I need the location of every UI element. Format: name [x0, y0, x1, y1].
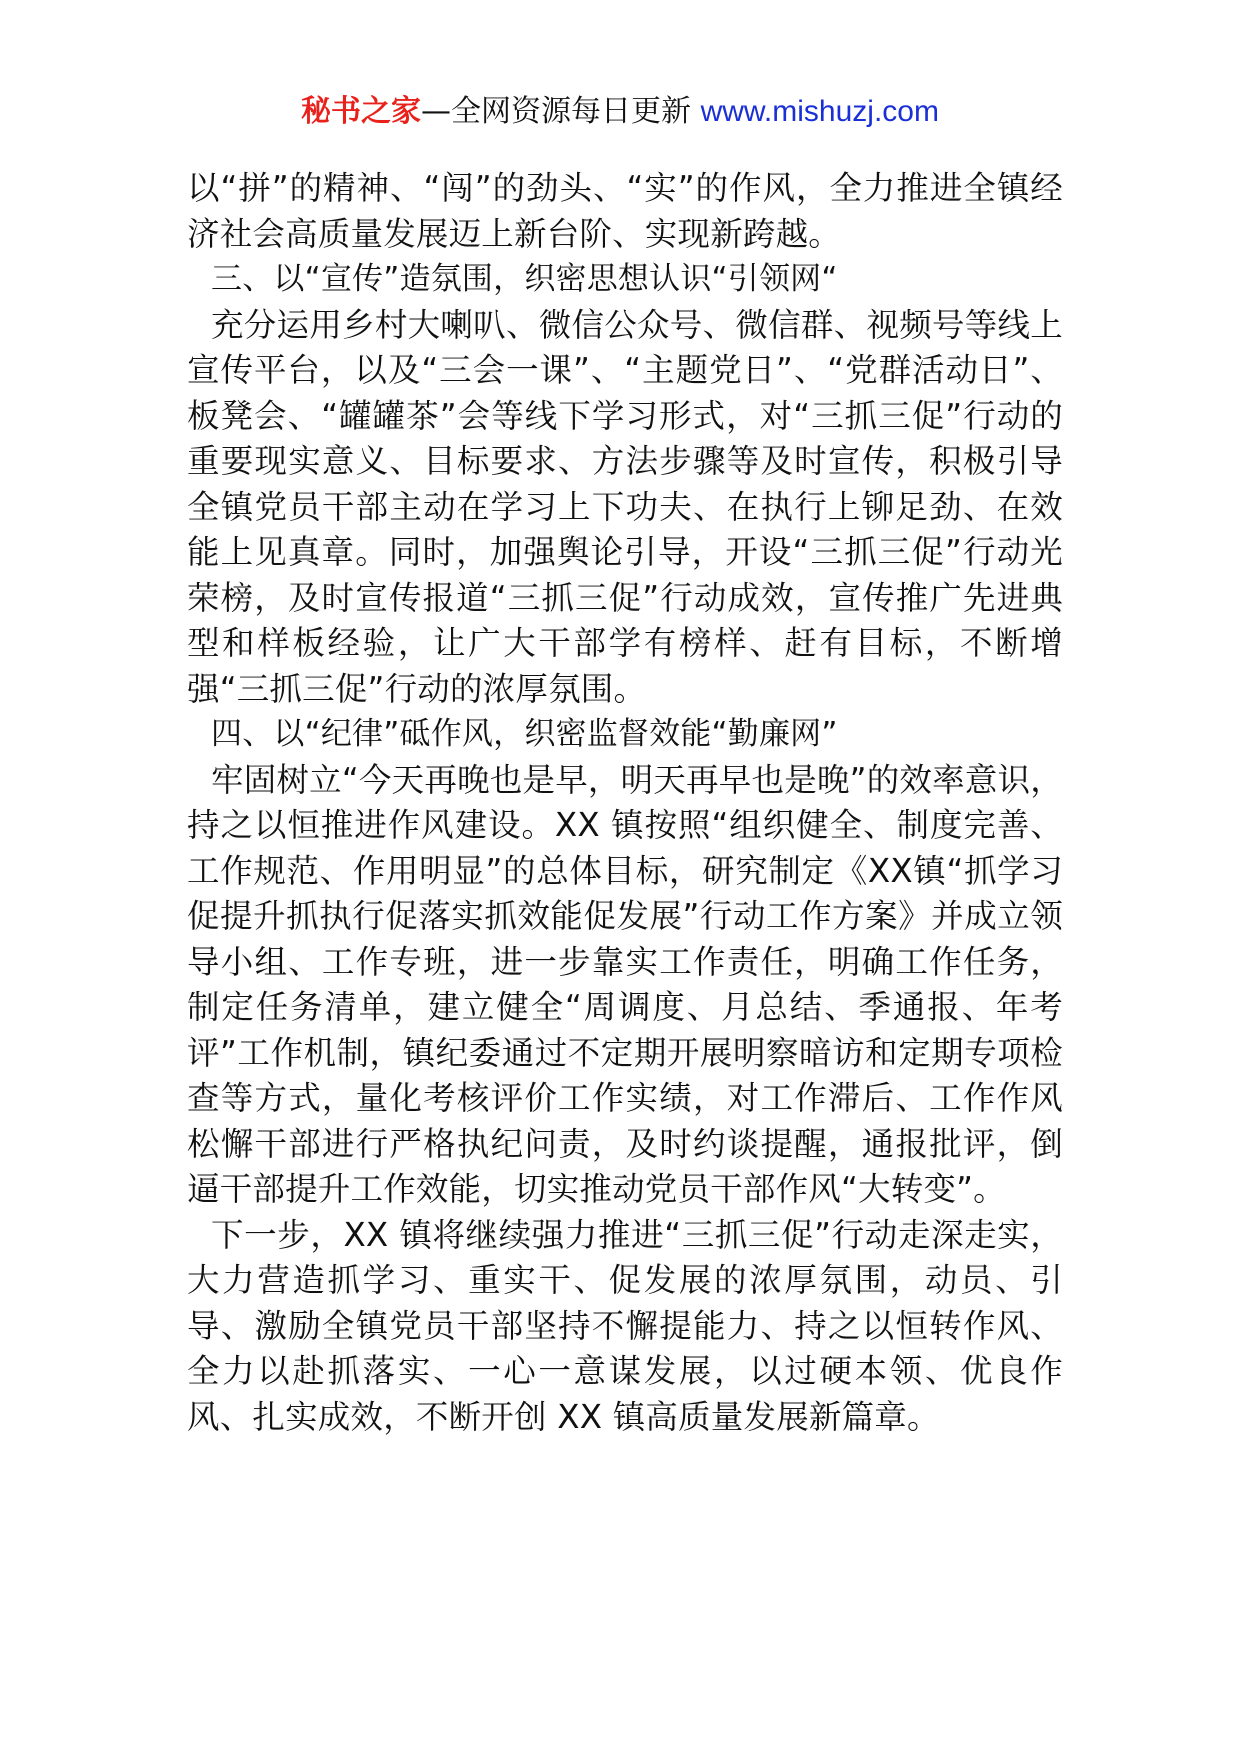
site-tagline: —全网资源每日更新 — [421, 94, 701, 129]
site-url[interactable]: www.mishuzj.com — [700, 95, 939, 128]
paragraph-discipline: 牢固树立“今天再晚也是早，明天再早也是晚”的效率意识，持之以恒推进作风建设。XX 镇按照“组织健全、制度完善、工作规范、作用明显”的总体目标，研究制定《XX镇“抓学习促提升抓执行促落实抓效能促发展”行动工作方案》并成立领导小组、工作专班，进一步靠实工作责任，明确工作任务，制定任务清单，建立健全“周调度、月总结、季通报、年考评”工作机制，镇纪委通过不定期开展明察暗访和定期专项检查等方式，量化考核评价工作实绩，对工作滞后、工作作风松懈干部进行严格执纪问责，及时约谈提醒，通报批评，倒逼干部提升工作效能，切实推动党员干部作风“大转变”。 — [187, 760, 1063, 1208]
paragraph-next-step: 下一步，XX 镇将继续强力推进“三抓三促”行动走深走实，大力营造抓学习、重实干、促发展的浓厚氛围，动员、引导、激励全镇党员干部坚持不懈提能力、持之以恒转作风、全力以赴抓落实、一心一意谋发展，以过硬本领、优良作风、扎实成效，不断开创 XX 镇高质量发展新篇章。 — [187, 1215, 1063, 1436]
section-heading-4: 四、以“纪律”砥作风，织密监督效能“勤廉网” — [211, 716, 838, 752]
section-heading-3: 三、以“宣传”造氛围，织密思想认识“引领网“ — [211, 261, 838, 297]
site-brand: 秘书之家 — [301, 94, 422, 129]
page-header — [0, 92, 1240, 132]
paragraph-continuation: 以“拼”的精神、“闯”的劲头、“实”的作风，全力推进全镇经济社会高质量发展迈上新台阶、实现新跨越。 — [187, 169, 1063, 253]
paragraph-publicity: 充分运用乡村大喇叭、微信公众号、微信群、视频号等线上宣传平台，以及“三会一课”、“主题党日”、“党群活动日”、板凳会、“罐罐茶”会等线下学习形式，对“三抓三促”行动的重要现实意义、目标要求、方法步骤等及时宣传，积极引导全镇党员干部主动在学习上下功夫、在执行上铆足劲、在效能上见真章。同时，加强舆论引导，开设“三抓三促”行动光荣榜，及时宣传报道“三抓三促”行动成效，宣传推广先进典型和样板经验，让广大干部学有榜样、赶有目标，不断增强“三抓三促”行动的浓厚氛围。 — [187, 305, 1063, 708]
document-body — [187, 166, 1063, 1440]
